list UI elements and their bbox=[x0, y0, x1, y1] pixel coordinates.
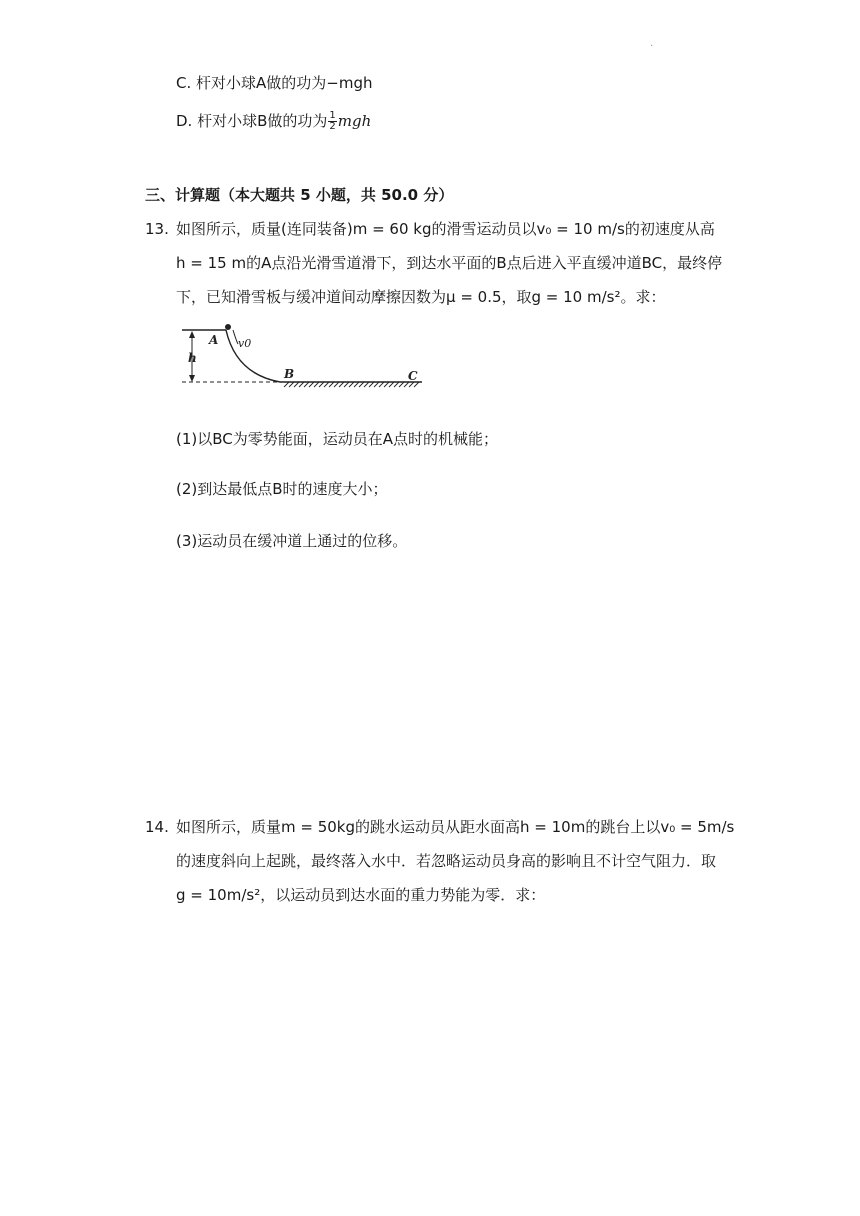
option-c-text: 杆对小球A做的功为−mgh bbox=[196, 74, 373, 92]
height-arrow-up-head bbox=[189, 331, 195, 338]
q13-sub-2: (2)到达最低点B时的速度大小； bbox=[176, 480, 388, 498]
option-d-label: D. bbox=[176, 112, 193, 130]
q13-number: 13. bbox=[145, 220, 169, 238]
option-d-fraction bbox=[328, 111, 336, 132]
q13-figure-ski-slope bbox=[176, 322, 428, 394]
q13-sub-1: (1)以BC为零势能面，运动员在A点时的机械能； bbox=[176, 430, 499, 448]
option-d-formula: mgh bbox=[337, 112, 372, 130]
track-hatching bbox=[284, 382, 419, 387]
q13-line-1: 如图所示，质量(连同装备)m = 60 kg的滑雪运动员以v₀ = 10 m/s的初速度从高 bbox=[176, 220, 715, 238]
q13-line-2: h = 15 m的A点沿光滑雪道滑下，到达水平面的B点后进入平直缓冲道BC，最终停 bbox=[176, 254, 723, 272]
slope-curve bbox=[226, 330, 280, 382]
q14-line-3: g = 10m/s²，以运动员到达水面的重力势能为零．求： bbox=[176, 886, 546, 904]
header-dot: . bbox=[650, 38, 654, 49]
option-c-label: C. bbox=[176, 74, 192, 92]
fraction-numerator: 1 bbox=[329, 110, 336, 121]
q14-line-1: 如图所示，质量m = 50kg的跳水运动员从距水面高h = 10m的跳台上以v₀ = 5m/s bbox=[176, 818, 735, 836]
fraction-denominator: 2 bbox=[329, 121, 336, 132]
label-a: A bbox=[209, 333, 219, 347]
q13-line-3: 下，已知滑雪板与缓冲道间动摩擦因数为μ = 0.5，取g = 10 m/s²。求： bbox=[176, 288, 666, 306]
label-b: B bbox=[284, 367, 295, 381]
q14-line-2: 的速度斜向上起跳，最终落入水中．若忽略运动员身高的影响且不计空气阻力．取 bbox=[176, 852, 717, 870]
section-title: 三、计算题（本大题共 5 小题，共 50.0 分） bbox=[145, 186, 454, 204]
q14-number: 14. bbox=[145, 818, 169, 836]
label-v0: v0 bbox=[238, 337, 252, 350]
option-d-text: 杆对小球B做的功为 bbox=[197, 112, 328, 130]
q13-sub-3: (3)运动员在缓冲道上通过的位移。 bbox=[176, 532, 408, 550]
skier-icon bbox=[225, 324, 231, 330]
label-h: h bbox=[188, 351, 197, 365]
height-arrow-down-head bbox=[189, 375, 195, 382]
option-d bbox=[176, 110, 371, 132]
option-c bbox=[176, 72, 373, 94]
label-c: C bbox=[408, 369, 418, 383]
